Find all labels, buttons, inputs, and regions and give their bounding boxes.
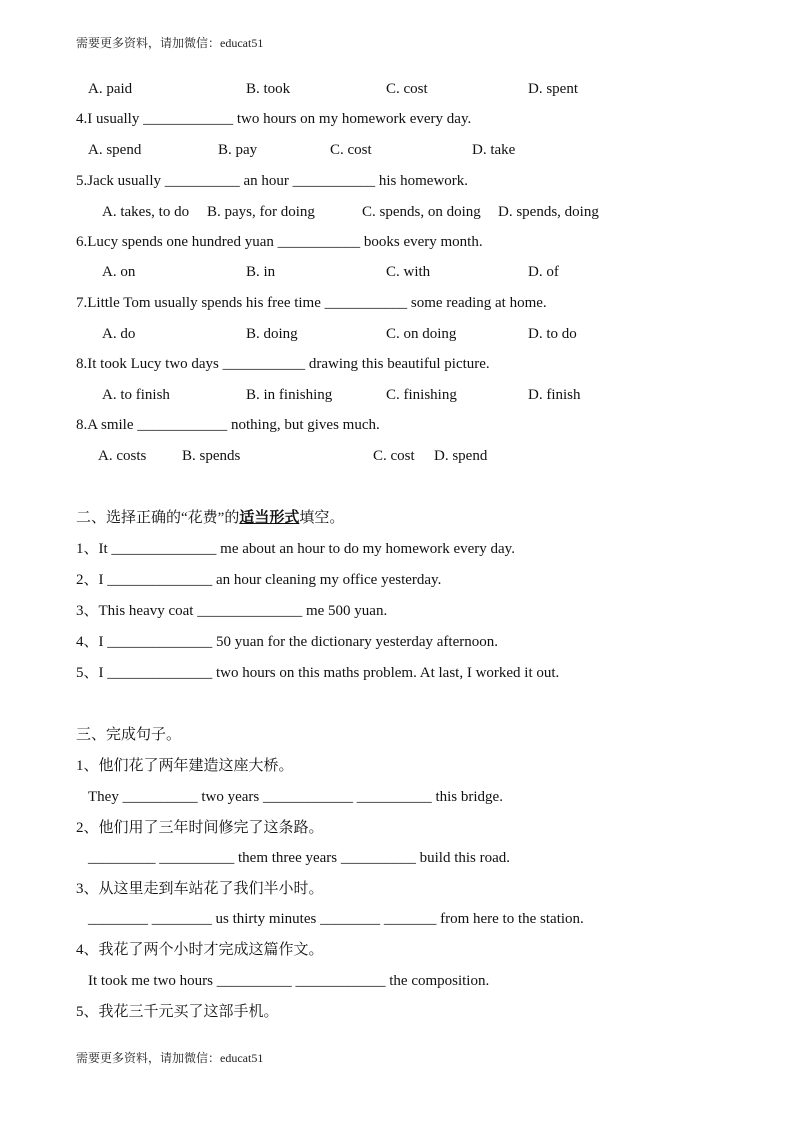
- section-3-item-1-cn: 1、他们花了两年建造这座大桥。: [76, 758, 294, 774]
- question-5: 5.Jack usually __________ an hour ___________ his homework.: [76, 173, 469, 189]
- q8-option-b: B. in finishing: [246, 387, 333, 403]
- section-3-item-1-en: They __________ two years ____________ __________ this bridge.: [88, 789, 503, 805]
- q7-option-d: D. to do: [528, 326, 577, 342]
- q5-option-a: A. takes, to do: [102, 204, 190, 220]
- q8-option-a: A. to finish: [102, 387, 170, 403]
- section-2-title-post: 填空。: [299, 510, 345, 526]
- question-6: 6.Lucy spends one hundred yuan ___________ books every month.: [76, 234, 483, 250]
- q4-option-d: D. take: [472, 142, 516, 158]
- q6-option-c: C. with: [386, 264, 431, 280]
- q4-option-c: C. cost: [330, 142, 372, 158]
- q8b-option-b: B. spends: [182, 448, 241, 464]
- section-3-item-2-en: _________ __________ them three years __________ build this road.: [88, 850, 511, 866]
- page-header: 需要更多资料，请加微信：educat51: [76, 36, 264, 50]
- q7-option-b: B. doing: [246, 326, 298, 342]
- question-4: 4.I usually ____________ two hours on my homework every day.: [76, 111, 472, 127]
- section-2-title-pre: 二、选择正确的“花费”的: [76, 510, 240, 526]
- q6-option-b: B. in: [246, 264, 276, 280]
- section-3-item-4-en: It took me two hours __________ ____________ the composition.: [88, 973, 490, 989]
- section-3-item-3-en: ________ ________ us thirty minutes ________ _______ from here to the station.: [88, 911, 584, 927]
- q8b-option-d: D. spend: [434, 448, 488, 464]
- section-3-item-4-cn: 4、我花了两个小时才完成这篇作文。: [76, 942, 324, 958]
- q8b-option-a: A. costs: [98, 448, 147, 464]
- question-8: 8.It took Lucy two days ___________ drawing this beautiful picture.: [76, 356, 490, 372]
- q8-option-d: D. finish: [528, 387, 581, 403]
- q7-option-a: A. do: [102, 326, 136, 342]
- section-3-item-2-cn: 2、他们用了三年时间修完了这条路。: [76, 820, 324, 836]
- section-3-item-5-cn: 5、我花三千元买了这部手机。: [76, 1004, 279, 1020]
- q5-option-b: B. pays, for doing: [207, 204, 315, 220]
- q3-option-c: C. cost: [386, 81, 428, 97]
- q6-option-d: D. of: [528, 264, 559, 280]
- section-2-item-5: 5、I ______________ two hours on this maths problem. At last, I worked it out.: [76, 665, 560, 681]
- q4-option-a: A. spend: [88, 142, 142, 158]
- section-3-title: 三、完成句子。: [76, 727, 182, 743]
- section-2-title: [76, 508, 344, 528]
- question-8b: 8.A smile ____________ nothing, but gives much.: [76, 417, 380, 433]
- section-2-title-emphasis: 适当形式: [239, 510, 300, 526]
- q5-option-c: C. spends, on doing: [362, 204, 481, 220]
- page-footer: 需要更多资料，请加微信：educat51: [76, 1051, 264, 1065]
- q3-option-a: A. paid: [88, 81, 133, 97]
- section-2-item-2: 2、I ______________ an hour cleaning my office yesterday.: [76, 572, 442, 588]
- q3-option-d: D. spent: [528, 81, 578, 97]
- section-2-item-3: 3、This heavy coat ______________ me 500 yuan.: [76, 603, 388, 619]
- section-2-item-4: 4、I ______________ 50 yuan for the dictionary yesterday afternoon.: [76, 634, 498, 650]
- q3-option-b: B. took: [246, 81, 291, 97]
- q5-option-d: D. spends, doing: [498, 204, 599, 220]
- q6-option-a: A. on: [102, 264, 136, 280]
- question-7: 7.Little Tom usually spends his free time ___________ some reading at home.: [76, 295, 547, 311]
- section-3-item-3-cn: 3、从这里走到车站花了我们半小时。: [76, 881, 324, 897]
- section-2-item-1: 1、It ______________ me about an hour to do my homework every day.: [76, 541, 515, 557]
- q7-option-c: C. on doing: [386, 326, 457, 342]
- q8b-option-c: C. cost: [373, 448, 415, 464]
- q4-option-b: B. pay: [218, 142, 258, 158]
- q8-option-c: C. finishing: [386, 387, 457, 403]
